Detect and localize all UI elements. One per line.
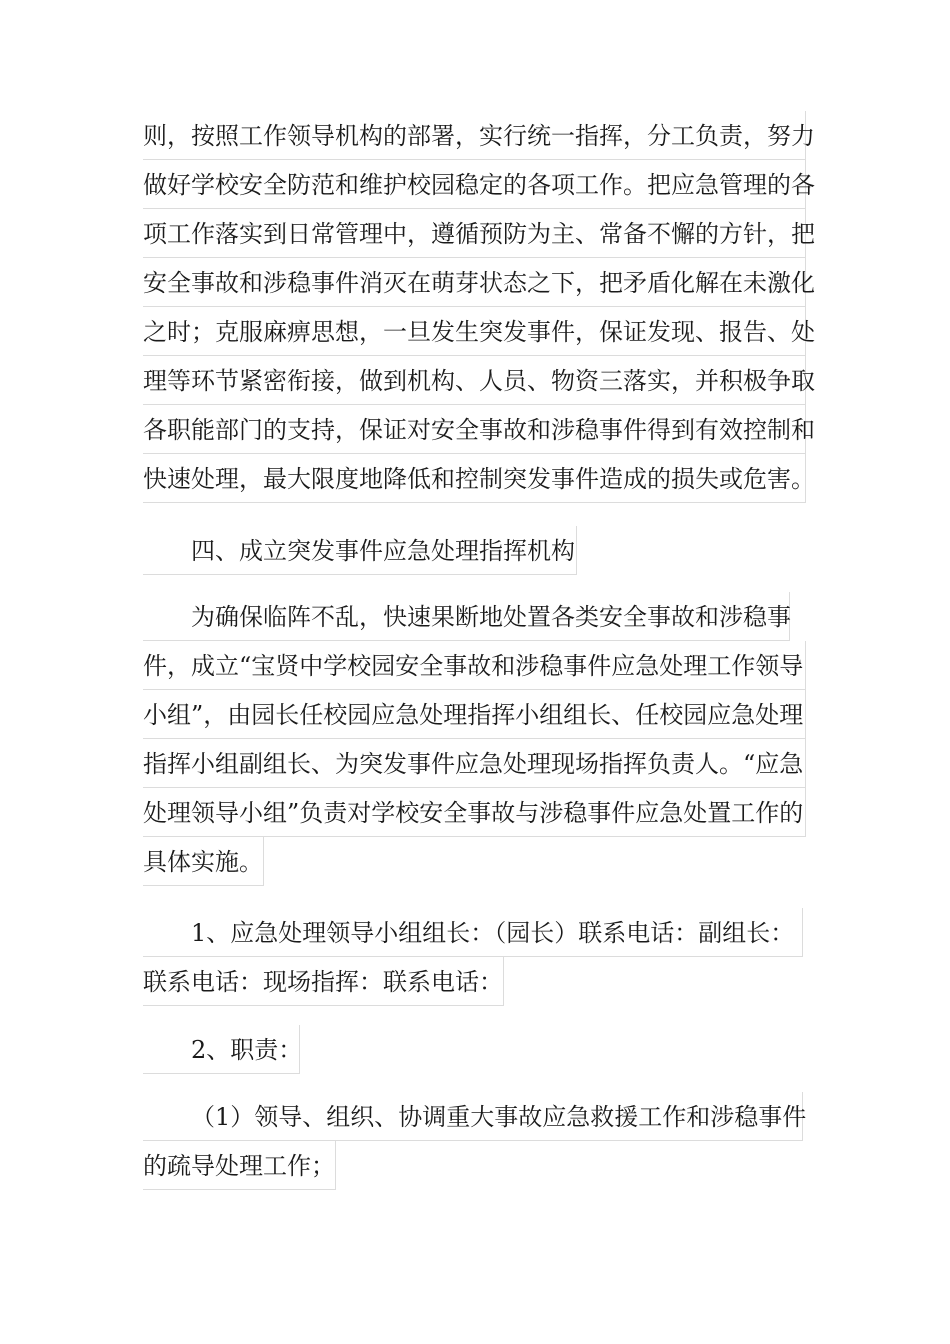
text-line: 2、职责： xyxy=(143,1025,300,1074)
list-item xyxy=(143,1025,303,1074)
text-line: 各职能部门的支持，保证对安全事故和涉稳事件得到有效控制和 xyxy=(143,405,806,454)
text-line: 处理领导小组”负责对学校安全事故与涉稳事件应急处置工作的 xyxy=(143,788,806,837)
text-line: 理等环节紧密衔接，做到机构、人员、物资三落实，并积极争取 xyxy=(143,356,806,405)
text-line: 1、应急处理领导小组组长：（园长）联系电话：副组长： xyxy=(143,908,803,957)
text-line: 具体实施。 xyxy=(143,837,264,886)
text-line: 做好学校安全防范和维护校园稳定的各项工作。把应急管理的各 xyxy=(143,160,806,209)
text-line: 件，成立“宝贤中学校园安全事故和涉稳事件应急处理工作领导 xyxy=(143,641,806,690)
text-line: 联系电话：现场指挥：联系电话： xyxy=(143,957,504,1006)
paragraph-body xyxy=(143,111,815,503)
section-heading xyxy=(143,526,577,575)
text-line: 指挥小组副组长、为突发事件应急处理现场指挥负责人。“应急 xyxy=(143,739,806,788)
text-line: 安全事故和涉稳事件消灭在萌芽状态之下，把矛盾化解在未激化 xyxy=(143,258,806,307)
heading-text: 四、成立突发事件应急处理指挥机构 xyxy=(143,526,577,575)
list-item xyxy=(143,1092,807,1190)
text-line: 的疏导处理工作； xyxy=(143,1141,336,1190)
text-line: 则，按照工作领导机构的部署，实行统一指挥，分工负责，努力 xyxy=(143,111,806,160)
text-line: 小组”，由园长任校园应急处理指挥小组组长、任校园应急处理 xyxy=(143,690,806,739)
paragraph-body xyxy=(143,592,806,886)
text-line: 之时；克服麻痹思想，一旦发生突发事件，保证发现、报告、处 xyxy=(143,307,806,356)
text-line: （1）领导、组织、协调重大事故应急救援工作和涉稳事件 xyxy=(143,1092,803,1141)
text-line: 快速处理，最大限度地降低和控制突发事件造成的损失或危害。 xyxy=(143,454,806,503)
text-line: 项工作落实到日常管理中，遵循预防为主、常备不懈的方针，把 xyxy=(143,209,806,258)
list-item xyxy=(143,908,803,1006)
text-line: 为确保临阵不乱，快速果断地处置各类安全事故和涉稳事 xyxy=(143,592,790,641)
